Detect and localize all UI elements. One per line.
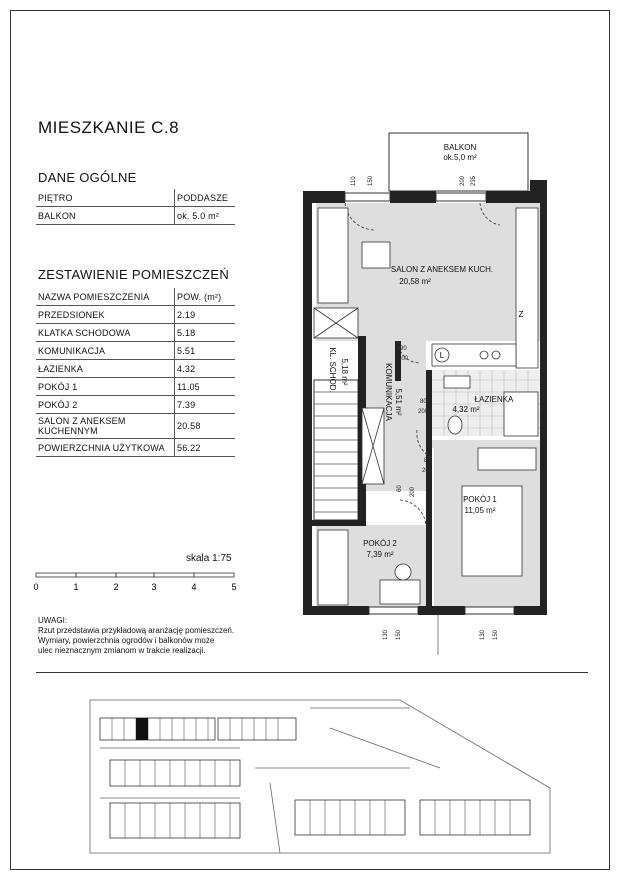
washer-symbol: L [439,351,445,360]
room-name: POKÓJ 1 [36,378,175,396]
room-area: 4.32 [175,360,236,378]
room-area: 5.51 [175,342,236,360]
staircase [314,380,358,520]
fridge-symbol: Z [518,310,524,319]
balkon-area: ok.5,0 m² [443,153,477,162]
room-area: 11.05 [175,378,236,396]
balkon-label: BALKON [443,143,477,152]
toilet-icon [448,416,462,434]
room-area: 7.39 [175,396,236,414]
col-header-area: POW. (m²) [175,288,236,306]
building-blocks [100,718,530,838]
notes-line: Rzut przedstawia przykładową aranżację pomieszczeń. [38,626,235,635]
room-name-line2: KUCHENNYM [38,426,98,436]
salon-label: SALON Z ANEKSEM KUCH. [390,265,494,274]
room-name: PRZEDSIONEK [36,306,175,324]
dim-label: 200 [410,486,416,497]
general-value: ok. 5.0 m² [175,207,236,225]
lazienka-label: ŁAZIENKA [474,395,514,404]
divider [36,672,588,673]
kitchen-counter-icon [516,208,538,368]
scale-tick: 3 [151,582,157,592]
dim-label: 200 [418,409,429,415]
highlighted-unit [136,718,148,740]
pokoj2-label: POKÓJ 2 [363,539,397,548]
dim-label: 80 [424,458,431,464]
notes-heading: UWAGI: [38,616,68,625]
dim-label: 110 [351,176,357,186]
dim-label: 90 [400,346,407,352]
scale-tick: 5 [231,582,237,592]
general-heading: DANE OGÓLNE [38,170,137,185]
klatka-area: 5,18 m² [340,358,349,386]
pokoj2-area: 7,39 m² [366,550,394,559]
sofa-icon [318,208,348,303]
total-name: POWIERZCHNIA UŻYTKOWA [36,439,175,457]
general-label: BALKON [36,207,175,225]
pokoj1-area: 11,05 m² [464,506,496,515]
page-title: MIESZKANIE C.8 [38,118,180,137]
col-header-name: NAZWA POMIESZCZENIA [36,288,175,306]
room-area: 20.58 [175,414,236,439]
dim-label: 150 [396,629,402,640]
dim-label: 200 [460,175,466,186]
dim-label: 200 [422,468,433,474]
room-name: KOMUNIKACJA [36,342,175,360]
room-area: 5.18 [175,324,236,342]
room-name-line1: SALON Z ANEKSEM [38,416,126,426]
general-value: PODDASZE [175,189,236,207]
rooms-heading: ZESTAWIENIE POMIESZCZEŃ [38,267,230,282]
notes-line: Wymiary, powierzchnia ogrodów i balkonów może [38,636,215,645]
dim-label: 235 [471,175,477,186]
table-icon [362,242,390,268]
room-name: POKÓJ 2 [36,396,175,414]
scale-tick: 0 [33,582,39,592]
room-name: ŁAZIENKA [36,360,175,378]
salon-area: 20,58 m² [399,277,431,286]
room-name: KLATKA SCHODOWA [36,324,175,342]
dim-label: 130 [480,629,486,640]
scale-label: skala 1:75 [186,553,232,564]
pokoj1-label: POKÓJ 1 [463,495,497,504]
total-area: 56.22 [175,439,236,457]
balcony-outline [389,133,528,191]
dim-label: 80 [420,399,427,405]
dim-label: 130 [383,629,389,640]
site-plan [80,688,560,860]
room-area: 2.19 [175,306,236,324]
dim-label: 200 [398,356,409,362]
notes-line: ulec nieznacznym zmianom w trakcie realizacji. [38,646,206,655]
sink-icon [444,376,470,388]
dim-label: 150 [368,175,374,186]
komunikacja-label: KOMUNIKACJA [384,363,393,421]
scale-tick: 4 [191,582,197,592]
dim-label: 150 [493,629,499,640]
lazienka-area: 4,32 m² [452,405,480,414]
klatka-label: KL. SCHOD. [328,347,337,393]
scale-tick: 1 [73,582,79,592]
komunikacja-area: 5,51 m² [394,388,403,416]
general-label: PIĘTRO [36,189,175,207]
dim-label: 60 [397,485,403,492]
scale-tick: 2 [113,582,119,592]
